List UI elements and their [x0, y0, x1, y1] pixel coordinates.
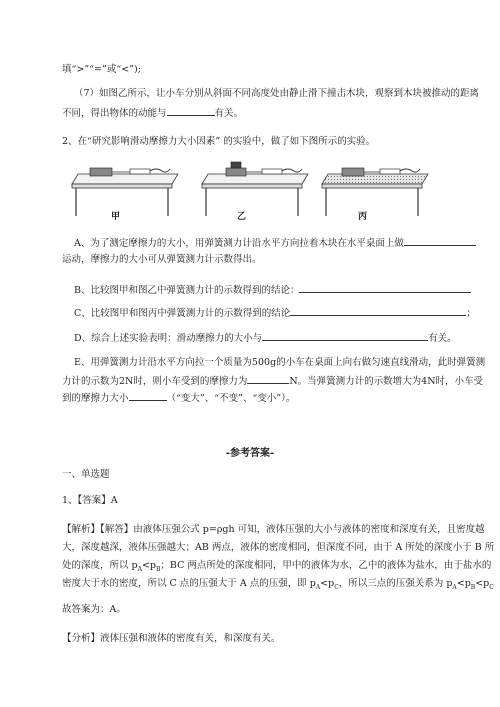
- jiexi-text-4a: 密度大于水的密度，所以 C 点的压强大于 A 点的压强，即 p: [62, 578, 316, 589]
- jiexi-line-1: [62, 523, 485, 536]
- jiexi-text-1: 由液体压强公式 p=ρgh 可知，液体压强的大小与液体的密度和深度有关，且密度越: [133, 524, 485, 535]
- item1-number: 1、: [62, 495, 78, 506]
- less-than-p: <p: [141, 560, 156, 571]
- result-line: [62, 603, 126, 616]
- q2-e-text-2-pre: 力计的示数为2N时，则小车受到的摩擦力为: [62, 376, 248, 387]
- q2-e-line-1: [74, 356, 485, 369]
- jiexi-tag: 【解析】【解答】: [62, 524, 134, 535]
- q2-stem-line: [62, 135, 375, 148]
- q2-b-line: [74, 282, 471, 297]
- q2-d-text-pre: D、综合上述实验表明：滑动摩擦力的大小与: [74, 333, 263, 344]
- q7-text-b-post: 有关。: [214, 108, 244, 119]
- figure-label-jia: 甲: [111, 212, 121, 222]
- q2-d-text-post: 有关。: [428, 333, 457, 344]
- subscript-a: A: [315, 583, 321, 591]
- subscript-b: B: [470, 583, 476, 591]
- fill-hint-line: [62, 63, 141, 76]
- q2-a-text-1: A、为了测定摩擦力的大小，用弹簧测力计沿水平方向拉着木块在水平桌面上做: [74, 238, 404, 249]
- q2-b-text: B、比较图甲和图乙中弹簧测力计的示数得到的结论：: [74, 285, 300, 296]
- q2-e-change-blank[interactable]: [129, 390, 167, 401]
- answers-heading: -参考答案-: [225, 448, 275, 459]
- q7-line-1: [74, 87, 479, 100]
- q2-c-end: ；: [466, 308, 476, 319]
- subscript-c: C: [334, 583, 339, 591]
- q2-c-line: [74, 305, 476, 320]
- fenxi-line: [62, 632, 281, 645]
- figure-bing: [322, 168, 428, 216]
- q2-c-text: C、比较图甲和图丙中弹簧测力计的示数得到的结论: [74, 308, 291, 319]
- less-than-p: <p: [456, 578, 471, 589]
- q2-c-answer-blank[interactable]: [290, 305, 466, 316]
- q2-e-friction-blank[interactable]: [247, 373, 289, 384]
- fenxi-tag: 【分析】: [62, 633, 101, 644]
- q2-a-line-1: [74, 235, 476, 250]
- q2-d-line: [74, 330, 457, 345]
- q2-e-text-3-pre: 到的摩擦力大小: [62, 393, 129, 404]
- jiexi-line-3: [62, 559, 491, 576]
- q7-text-a: （7）如图乙所示，让小车分别从斜面不同高度处由静止滑下撞击木块，观察到木块被推动的距离: [74, 88, 480, 99]
- jiexi-text-3b: ；BC 两点所处的深度相同，甲中的液体为水，乙中的液体为盐水，由于盐水的: [160, 560, 492, 571]
- subscript-b: B: [156, 565, 161, 573]
- jiexi-text-2: 大，深度越深，液体压强越大；AB 两点，液体的密度相同，但深度不同，由于 A 所处的深度小于 B 所: [62, 542, 495, 553]
- figure-label-bing: 丙: [358, 212, 368, 222]
- subscript-a: A: [452, 583, 457, 591]
- item1-answer-value: A: [110, 495, 118, 506]
- jiexi-line-4: [62, 577, 494, 594]
- section-line: [62, 468, 110, 481]
- q2-a-line-2: [62, 253, 262, 266]
- q2-e-text-3-post: （“变大”、“不变”、“变小”）。: [166, 393, 296, 404]
- jiexi-text-3a: 处的深度，所以 p: [62, 560, 138, 571]
- item1-answer-tag: 【答案】: [77, 495, 111, 506]
- q7-answer-blank[interactable]: [167, 105, 215, 116]
- q2-a-text-2: 运动，摩擦力的大小可从弹簧测力计示数得出。: [62, 254, 262, 265]
- q7-text-b-pre: 不同，得出物体的动能与: [62, 108, 167, 119]
- q2-b-answer-blank[interactable]: [299, 282, 471, 293]
- fenxi-text: 液体压强和液体的密度有关，和深度有关。: [100, 633, 281, 644]
- q2-e-text-2-post: N。当弹簧测力计的示数增大为4N时，小车受: [289, 376, 484, 387]
- less-than-p: <p: [320, 578, 335, 589]
- fill-hint-text: 填“>”“=”或“<”);: [62, 64, 141, 75]
- figure-jia: [72, 168, 178, 216]
- section-title: 一、单选题: [62, 469, 110, 480]
- jiexi-line-2: [62, 541, 494, 554]
- figure-label-yi: 乙: [237, 212, 247, 222]
- q2-e-text-1: E、用弹簧测力计沿水平方向拉一个质量为500g的小车在桌面上向右做匀速直线滑动，此时弹簧测: [74, 357, 486, 368]
- result-text: 故答案为：A。: [62, 604, 126, 615]
- figure-yi: [202, 162, 308, 216]
- q2-e-line-3: [62, 390, 295, 405]
- q2-a-answer-blank[interactable]: [404, 235, 476, 246]
- subscript-a: A: [137, 565, 142, 573]
- jiexi-text-4b: ，所以三点的压强关系为 p: [338, 578, 453, 589]
- item1-answer-line: [62, 494, 118, 507]
- less-than-p: <p: [475, 578, 490, 589]
- q2-stem: 2、在“研究影响滑动摩擦力大小因素” 的实验中，做了如下图所示的实验。: [62, 136, 376, 147]
- q2-d-answer-blank[interactable]: [262, 330, 428, 341]
- subscript-c: C: [489, 583, 494, 591]
- q7-line-2: [62, 105, 243, 120]
- q2-e-line-2: [62, 373, 483, 388]
